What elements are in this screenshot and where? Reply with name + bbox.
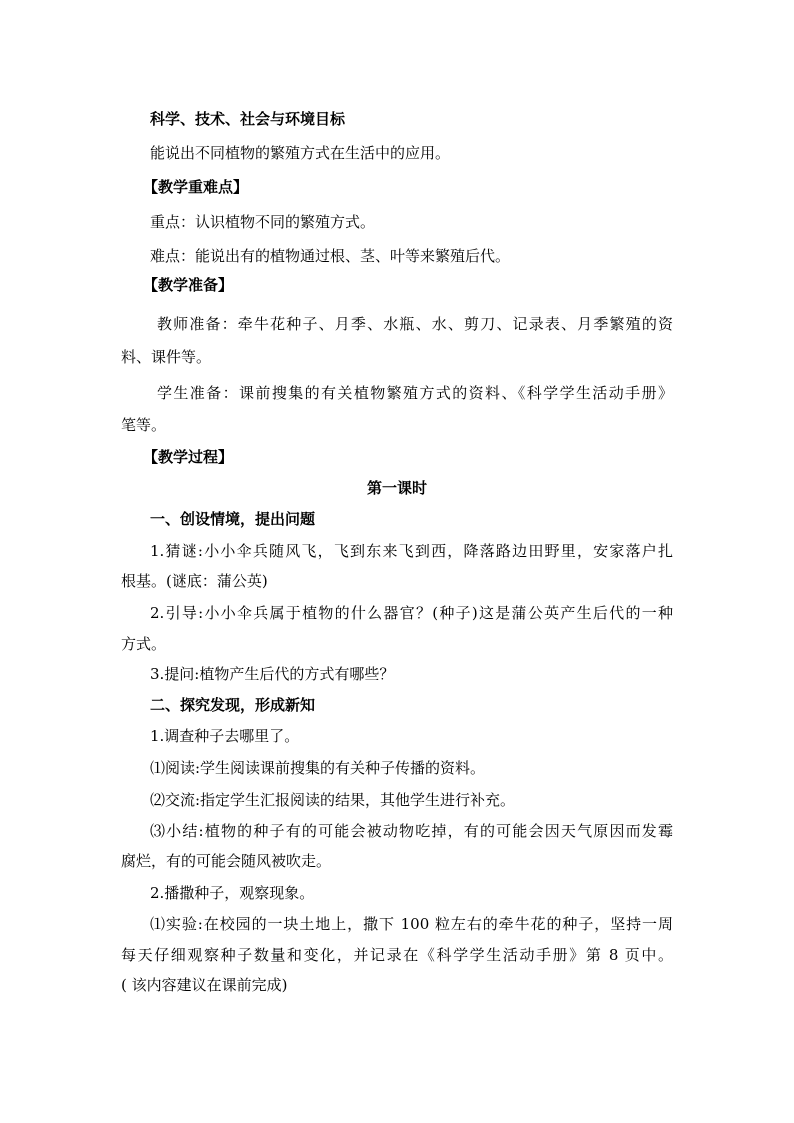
sts-goal-text: 能说出不同植物的繁殖方式在生活中的应用。 [150, 144, 451, 162]
student-prep-line-1: 学生准备：课前搜集的有关植物繁殖方式的资料、《科学学生活动手册》 [157, 384, 673, 402]
teacher-prep-line-2: 料、课件等。 [121, 348, 212, 366]
part2-heading: 二、探究发现，形成新知 [150, 696, 316, 714]
part1-item2-line-1: 2.引导:小小伞兵属于植物的什么器官？(种子)这是蒲公英产生后代的一种 [150, 604, 673, 622]
part2-step2-experiment-line-2: 每天仔细观察种子数量和变化，并记录在《科学学生活动手册》第 8 页中。 [121, 946, 673, 964]
part2-step2-experiment-line-3: ( 该内容建议在课前完成) [121, 976, 288, 994]
part2-step1-talk: ⑵交流:指定学生汇报阅读的结果，其他学生进行补充。 [150, 791, 516, 809]
part1-item3: 3.提问:植物产生后代的方式有哪些？ [150, 665, 395, 683]
part2-step1: 1.调查种子去哪里了。 [150, 727, 300, 745]
part2-step1-summary-line-2: 腐烂，有的可能会随风被吹走。 [121, 852, 332, 870]
student-prep-line-2: 笔等。 [121, 416, 167, 434]
part2-step2: 2.播撒种子，观察现象。 [150, 884, 315, 902]
part1-item2-line-2: 方式。 [121, 635, 167, 653]
part1-item1-line-1: 1.猜谜:小小伞兵随风飞，飞到东来飞到西，降落路边田野里，安家落户扎 [150, 542, 673, 560]
part1-heading: 一、创设情境，提出问题 [150, 510, 316, 528]
part1-item1-line-2: 根基。(谜底：蒲公英) [121, 572, 268, 590]
part2-step1-read: ⑴阅读:学生阅读课前搜集的有关种子传播的资料。 [150, 759, 486, 777]
lesson-title: 第一课时 [366, 479, 427, 497]
teacher-prep-line-1: 教师准备：牵牛花种子、月季、水瓶、水、剪刀、记录表、月季繁殖的资 [157, 315, 673, 333]
key-point-text: 重点：认识植物不同的繁殖方式。 [150, 213, 376, 231]
hard-point-text: 难点：能说出有的植物通过根、茎、叶等来繁殖后代。 [150, 247, 511, 265]
preparation-heading: 【教学准备】 [143, 276, 234, 294]
sts-goal-heading: 科学、技术、社会与环境目标 [150, 110, 346, 128]
difficulty-heading: 【教学重难点】 [143, 178, 249, 196]
process-heading: 【教学过程】 [143, 448, 234, 466]
part2-step1-summary-line-1: ⑶小结:植物的种子有的可能会被动物吃掉，有的可能会因天气原因而发霉 [150, 822, 673, 840]
part2-step2-experiment-line-1: ⑴实验:在校园的一块土地上，撒下 100 粒左右的牵牛花的种子，坚持一周 [150, 915, 673, 933]
